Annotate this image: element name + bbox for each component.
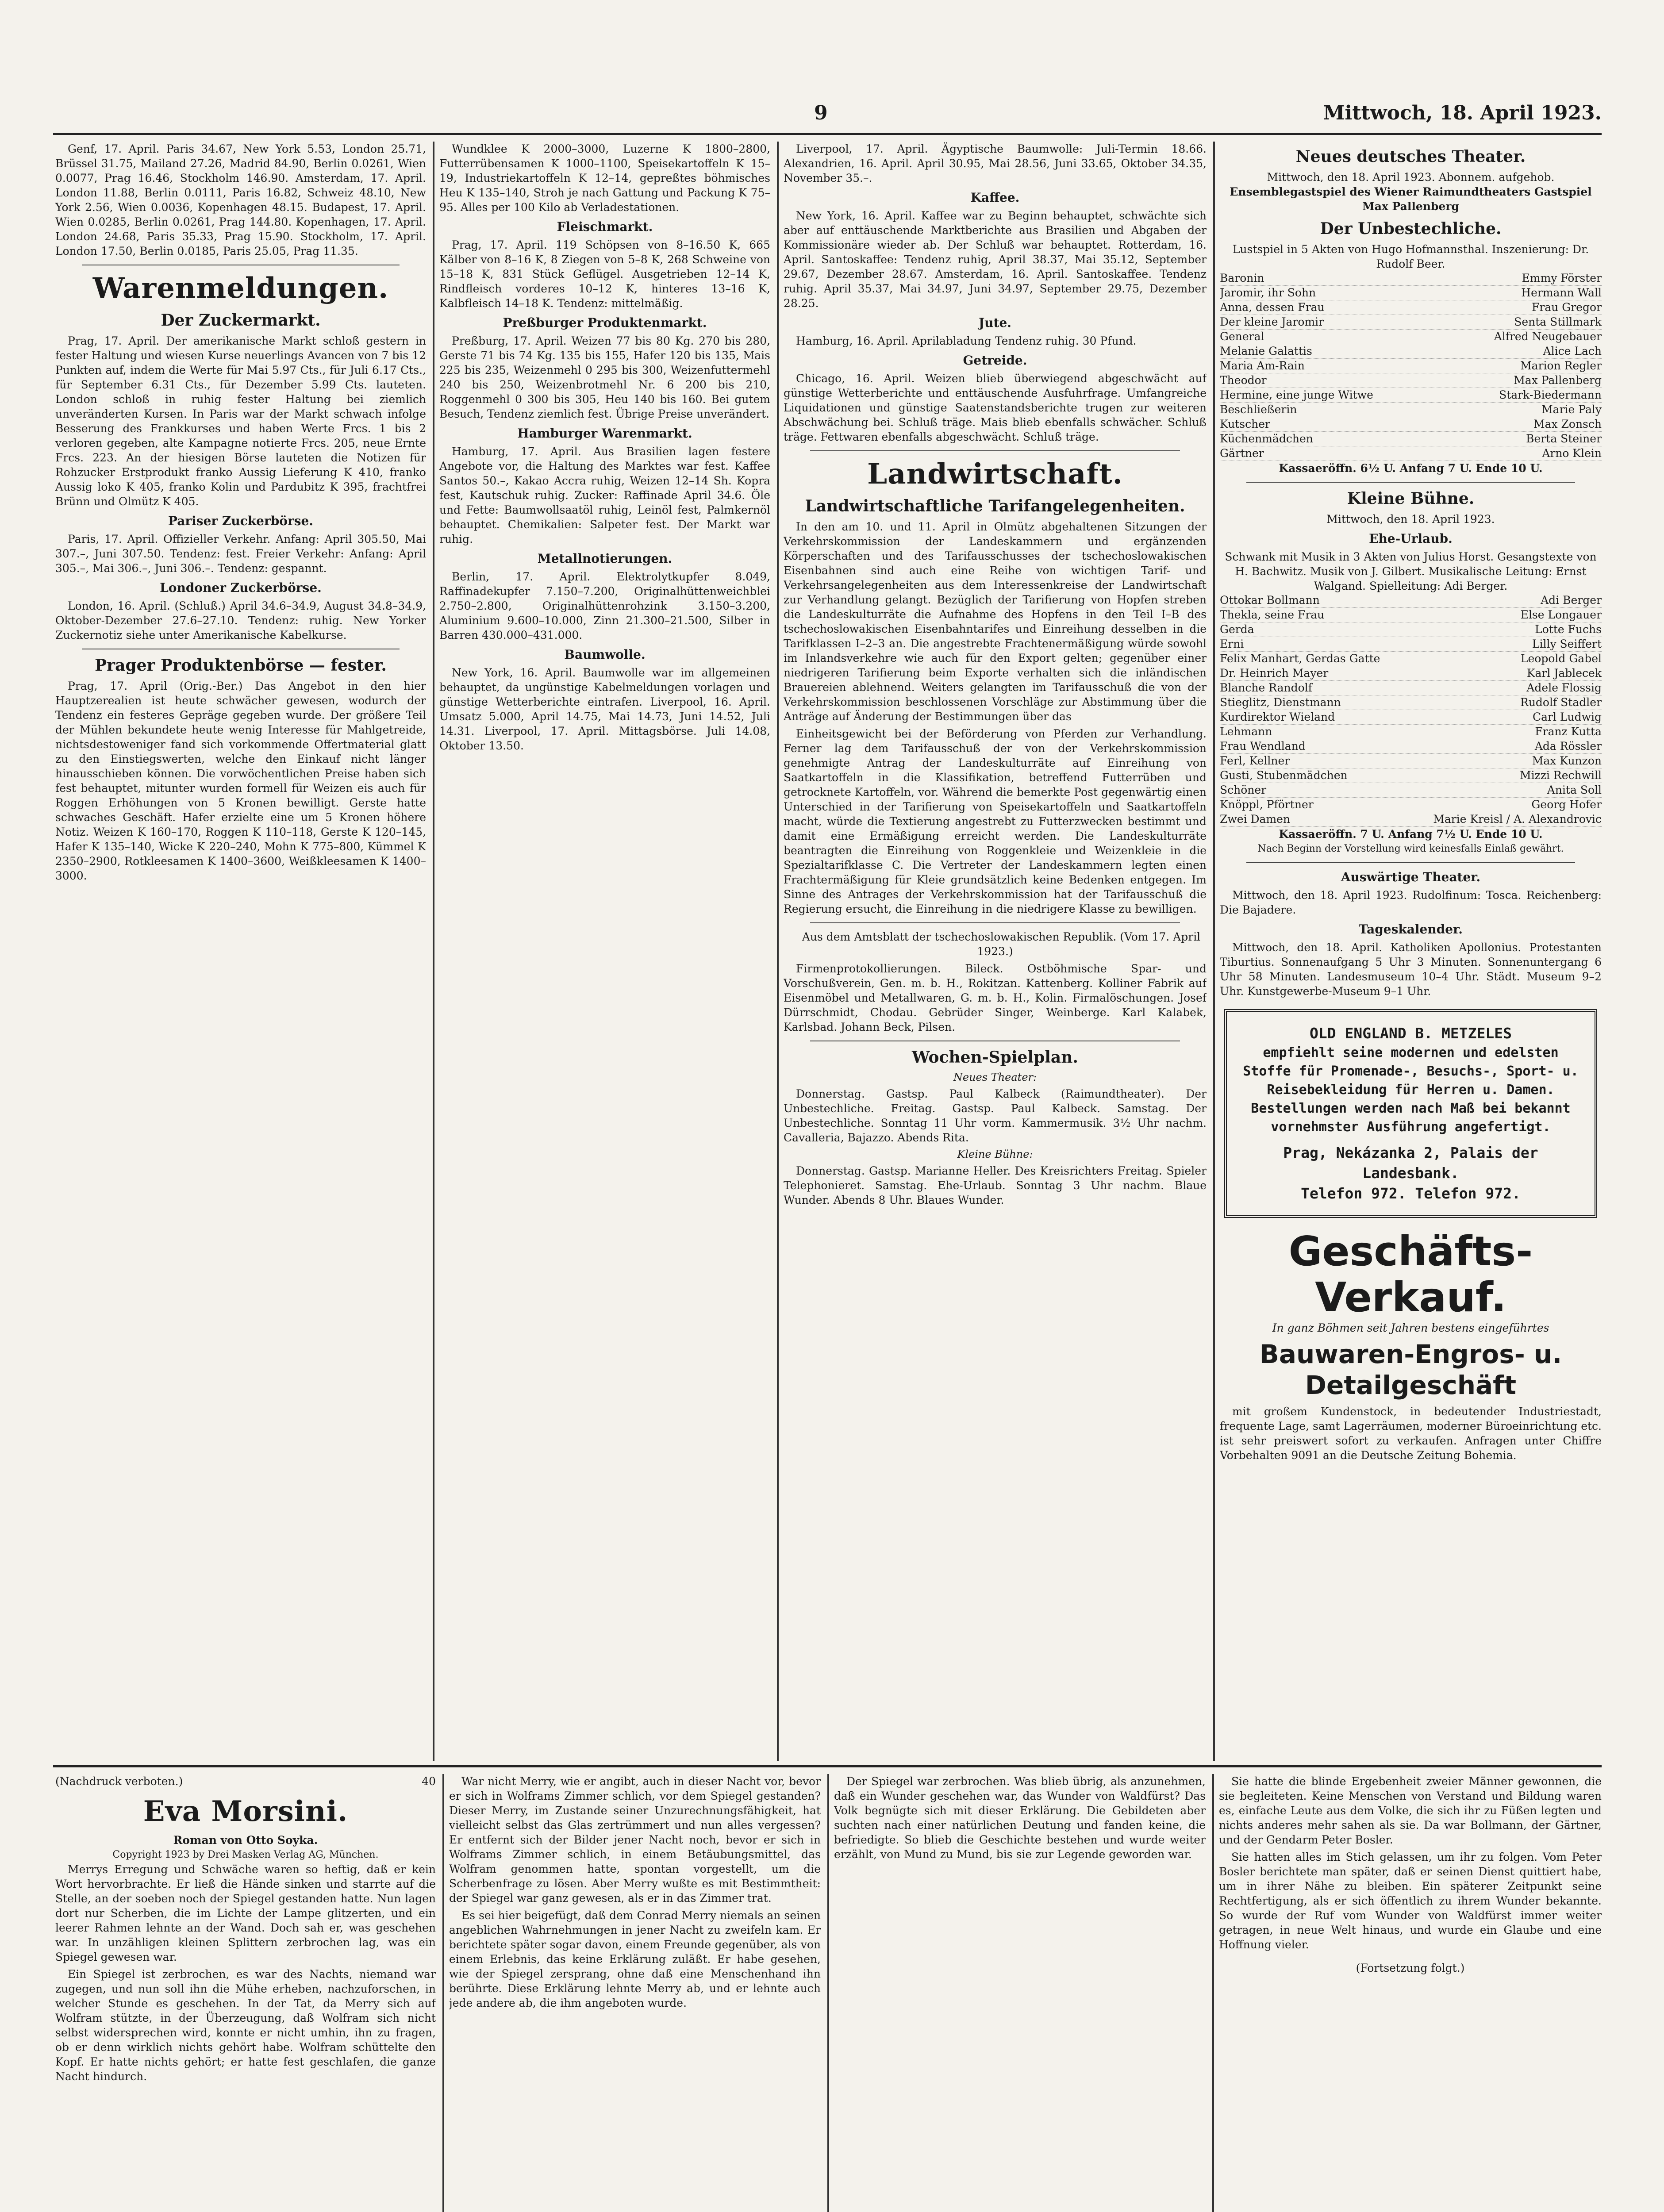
actor-name: Marie Kreisl / A. Alexandrovic xyxy=(1433,813,1602,826)
actor-name: Max Pallenberg xyxy=(1514,374,1602,387)
ensemble-notice: Ensemblegastspiel des Wiener Raimundtheaters Gastspiel Max Pallenberg xyxy=(1230,185,1592,213)
show-times: Kassaeröffn. 6½ U. Anfang 7 U. Ende 10 U. xyxy=(1279,462,1543,475)
pressburg-heading: Preßburger Produktenmarkt. xyxy=(503,315,707,330)
role-name: Anna, dessen Frau xyxy=(1220,301,1325,314)
role-name: Gerda xyxy=(1220,623,1254,636)
coffee-report: New York, 16. April. Kaffee war zu Beginn behauptet, schwächte sich aber auf enttäuschende Marktberichte aus Brasilien und Abgaben der Kommissionäre wieder ab. Der Schluß war behauptet. Rotterdam, 16. April. Santoskaffee: Tendenz ruhig, April 38.37, Mai 35.12, September 29.67, Dezember 28.67. Amsterdam, 16. April. Santoskaffee. Tendenz ruhig. April 35.37, Mai 34.97, Juni 34.97, September 29.75, Dezember 28.25. xyxy=(784,209,1207,310)
actor-name: Carl Ludwig xyxy=(1532,710,1602,723)
cast-row xyxy=(1220,695,1602,710)
liverpool-report: Liverpool, 17. April. Ägyptische Baumwolle: Juli-Termin 18.66. Alexandrien, 16. April. April 30.95, Mai 28.56, Juni 33.65, Oktober 34.35, November 35.–. xyxy=(784,142,1207,184)
novel-column xyxy=(1219,1774,1602,2212)
role-name: Dr. Heinrich Mayer xyxy=(1220,667,1329,680)
outside-theater-text: Mittwoch, den 18. April 1923. Rudolfinum: Tosca. Reichenberg: Die Bajadere. xyxy=(1220,889,1602,916)
schedule-text: Donnerstag. Gastsp. Paul Kalbeck (Raimundtheater). Der Unbestechliche. Freitag. Gastsp. Paul Kalbeck. Samstag. Der Unbestechliche. Sonntag 11 Uhr vorm. Kammermusik. 3½ Uhr nachm. Cavalleria, Bajazzo. Abends Rita. xyxy=(784,1087,1207,1144)
divider xyxy=(810,922,1180,923)
cotton-heading: Baumwolle. xyxy=(564,647,646,662)
column-divider xyxy=(1213,142,1215,1761)
novel-meta xyxy=(55,1774,436,1789)
play-title: Der Unbestechliche. xyxy=(1320,219,1502,238)
role-name: Theodor xyxy=(1220,374,1267,387)
novel-paragraph: Der Spiegel war zerbrochen. Was blieb übrig, als anzunehmen, daß ein Wunder geschehen war, das Wunder von Waldfürst? Das Volk begnügte sich mit dieser Erklärung. Die Gebildeten aber suchten nach einer natürlichen Deutung und fanden keine, die befriedigte. So blieb die Geschichte bestehen und wurde weiter erzählt, von Mund zu Mund, bis sie zur Legende geworden war. xyxy=(834,1775,1206,1861)
role-name: Maria Am-Rain xyxy=(1220,359,1305,372)
continuation-note: (Fortsetzung folgt.) xyxy=(1356,1962,1465,1974)
header-rule xyxy=(53,133,1602,135)
ad-business-name: Bauwaren-Engros- u. Detailgeschäft xyxy=(1259,1339,1562,1400)
actor-name: Georg Hofer xyxy=(1531,798,1602,811)
novel-paragraph: Sie hatten alles im Stich gelassen, um ihr zu folgen. Vom Peter Bosler berichtete man später, daß er seinen Dienst quittiert habe, um in ihrer Nähe zu bleiben. Ein späterer Zeitpunkt seine Rechtfertigung, als er sich öffentlich zu ihrem Wunder bekannte. So wurde der Ruf vom Wunder von Waldfürst immer weiter getragen, in neue Welt hinaus, und wurde ein Glaube und eine Hoffnung vieler. xyxy=(1219,1851,1602,1951)
schedule-venue: Neues Theater: xyxy=(953,1071,1037,1083)
page-number: 9 xyxy=(814,102,828,124)
actor-name: Arno Klein xyxy=(1542,447,1602,460)
paris-heading: Pariser Zuckerbörse. xyxy=(168,514,314,528)
cast-row xyxy=(1220,637,1602,652)
cast-row xyxy=(1220,359,1602,373)
cast-row xyxy=(1220,783,1602,798)
cattle-heading: Fleischmarkt. xyxy=(557,219,653,234)
actor-name: Lilly Seiffert xyxy=(1532,637,1602,650)
actor-name: Alfred Neugebauer xyxy=(1494,330,1602,343)
novel-paragraph: Sie hatte die blinde Ergebenheit zweier Männer gewonnen, die sie begleiteten. Keine Menschen von Verstand und Bildung waren es, einfache Leute aus dem Volke, die sich ihr zu Füßen legten und nichts anderes mehr sahen als sie. Da war Bollmann, der Gärtner, und der Gendarm Peter Bosler. xyxy=(1219,1775,1602,1846)
cast-row xyxy=(1220,315,1602,330)
cast-row xyxy=(1220,812,1602,827)
novel-column xyxy=(449,1774,821,2212)
hamburg-heading: Hamburger Warenmarkt. xyxy=(517,426,692,441)
agriculture-title: Landwirtschaft. xyxy=(867,457,1123,491)
theater-heading: Neues deutsches Theater. xyxy=(1295,147,1526,166)
column-divider xyxy=(433,142,434,1761)
role-name: Der kleine Jaromir xyxy=(1220,315,1324,328)
schedule-venue: Kleine Bühne: xyxy=(957,1148,1033,1160)
actor-name: Senta Stillmark xyxy=(1514,315,1602,328)
schedule-text: Donnerstag. Gastsp. Marianne Heller. Des Kreisrichters Freitag. Spieler Telephonieret. Samstag. Ehe-Urlaub. Sonntag 3 Uhr nachm. Blaue Wunder. Abends 8 Uhr. Blaues Wunder. xyxy=(784,1164,1207,1206)
role-name: Frau Wendland xyxy=(1220,740,1306,753)
actor-name: Marie Paly xyxy=(1541,403,1602,416)
actor-name: Rudolf Stadler xyxy=(1520,696,1602,709)
role-name: Ottokar Bollmann xyxy=(1220,594,1320,607)
actor-name: Lotte Fuchs xyxy=(1535,623,1602,636)
novel-copyright: Copyright 1923 by Drei Masken Verlag AG, München. xyxy=(112,1849,379,1860)
ad-subtitle: In ganz Böhmen seit Jahren bestens eingeführtes xyxy=(1272,1321,1549,1334)
ad-title: Geschäfts-Verkauf. xyxy=(1288,1228,1533,1321)
actor-name: Ada Rössler xyxy=(1534,740,1602,753)
role-name: Baronin xyxy=(1220,272,1264,284)
novel-paragraph: Merrys Erregung und Schwäche waren so heftig, daß er kein Wort hervorbrachte. Er ließ die Hände sinken und starrte auf die Stelle, an der soeben noch der Spiegel gestanden hatte. Nun lagen dort nur Scherben, die im Lichte der Lampe glitzerten, und ein leerer Rahmen lehnte an der Wand. Doch sah er, was geschehen war. In unzähligen kleinen Splittern zerbrochen lag, was ein Spiegel gewesen war. xyxy=(55,1863,436,1963)
calendar-text: Mittwoch, den 18. April. Katholiken Apollonius. Protestanten Tiburtius. Sonnenaufgang 5 Uhr 3 Minuten. Sonnenuntergang 6 Uhr 58 Minuten. Landesmuseum 10–4 Uhr. Städt. Museum 9–2 Uhr. Kunstgewerbe-Museum 9–1 Uhr. xyxy=(1220,941,1602,998)
actor-name: Franz Kutta xyxy=(1535,725,1602,738)
role-name: Jaromir, ihr Sohn xyxy=(1220,286,1316,299)
cast-row xyxy=(1220,271,1602,286)
reprint-notice: (Nachdruck verboten.) xyxy=(55,1775,183,1788)
actor-name: Stark-Biedermann xyxy=(1499,388,1602,401)
column-divider xyxy=(442,1774,444,2212)
role-name: Ferl, Kellner xyxy=(1220,754,1290,767)
outside-theater-heading: Auswärtige Theater. xyxy=(1341,870,1481,884)
cast-row xyxy=(1220,622,1602,637)
show-times: Kassaeröffn. 7 U. Anfang 7½ U. Ende 10 U. xyxy=(1279,828,1543,841)
cast-row xyxy=(1220,593,1602,608)
cast-row xyxy=(1220,300,1602,315)
column-agriculture xyxy=(784,142,1207,1761)
cast-list xyxy=(1220,271,1602,461)
cast-row xyxy=(1220,446,1602,461)
actor-name: Else Longauer xyxy=(1520,608,1602,621)
cast-row xyxy=(1220,739,1602,754)
divider xyxy=(810,450,1180,451)
novel-column xyxy=(834,1774,1206,2212)
ad-body: empfiehlt seine modernen und edelsten Stoffe für Promenade-, Besuchs-, Sport- u. Reisebekleidung für Herren u. Damen. Bestellungen werden nach Maß bei bekannt vornehmster Ausführung angefertigt. xyxy=(1243,1045,1579,1135)
london-heading: Londoner Zuckerbörse. xyxy=(160,580,322,595)
actor-name: Anita Soll xyxy=(1547,783,1602,796)
divider xyxy=(1246,862,1575,863)
column-divider xyxy=(827,1774,829,2212)
prague-heading: Prager Produktenbörse — fester. xyxy=(95,656,387,675)
agriculture-subtitle: Landwirtschaftliche Tarifangelegenheiten. xyxy=(805,497,1185,515)
actor-name: Frau Gregor xyxy=(1532,301,1602,314)
actor-name: Mizzi Rechwill xyxy=(1520,769,1602,782)
cotton-report: New York, 16. April. Baumwolle war im allgemeinen behauptet, da ungünstige Kabelmeldungen vorlagen und günstige Wetterberichte eintrafen. Liverpool, 16. April. Umsatz 5.000, April 14.75, Mai 14.73, Juni 14.52, Juli 14.31. Liverpool, 17. April. Mittagsbörse. Juli 14.08, Oktober 13.50. xyxy=(439,666,770,752)
actor-name: Leopold Gabel xyxy=(1520,652,1602,665)
installment-number: 40 xyxy=(422,1775,436,1788)
cast-row xyxy=(1220,286,1602,300)
role-name: Schöner xyxy=(1220,783,1267,796)
kleine-buehne-heading: Kleine Bühne. xyxy=(1347,489,1475,508)
london-report: London, 16. April. (Schluß.) April 34.6–34.9, August 34.8–34.9, Oktober-Dezember 27.6–27.10. Tendenz: ruhig. New Yorker Zuckernotiz siehe unter Amerikanische Kabelkurse. xyxy=(55,599,426,641)
role-name: General xyxy=(1220,330,1264,343)
role-name: Kurdirektor Wieland xyxy=(1220,710,1335,723)
role-name: Gärtner xyxy=(1220,447,1264,460)
role-name: Stieglitz, Dienstmann xyxy=(1220,696,1341,709)
prague-report: Prag, 17. April (Orig.-Ber.) Das Angebot in den hier Hauptzerealien ist heute schwächer gewesen, wodurch der Tendenz ein festeres Gepräge gegeben wurde. Der größere Teil der Mühlen bekundete heute wenig Interesse für Mahlgetreide, nichtsdestoweniger fand sich vorkommende Offertmaterial glatt zu den Einstiegswerten, welche den Einkauf nicht länger hinausschieben können. Die vorwöchentlichen Preise haben sich fest behauptet, mitunter wurden formell für Weizen eis auch für Roggen Erhöhungen von 5 Kronen bewilligt. Gerste hatte schwaches Geschäft. Hafer erzielte eine um 5 Kronen höhere Notiz. Weizen K 160–170, Roggen K 110–118, Gerste K 120–145, Hafer K 135–140, Wicke K 220–240, Mohn K 775–800, Kümmel K 2350–2900, Rotkleesamen K 1400–3600, Weißkleesamen K 1400–3000. xyxy=(55,680,426,882)
ad-telephone: Telefon 972. Telefon 972. xyxy=(1301,1185,1521,1202)
kleine-buehne-play: Ehe-Urlaub. xyxy=(1369,531,1453,546)
role-name: Hermine, eine junge Witwe xyxy=(1220,388,1373,401)
cast-row xyxy=(1220,417,1602,432)
cast-row xyxy=(1220,710,1602,725)
calendar-heading: Tageskalender. xyxy=(1358,922,1463,937)
kleine-buehne-credits: Schwank mit Musik in 3 Akten von Julius Horst. Gesangstexte von H. Bachwitz. Musik von J. Gilbert. Musikalische Leitung: Ernst Walgand. Spielleitung: Adi Berger. xyxy=(1225,550,1597,592)
role-name: Blanche Randolf xyxy=(1220,681,1312,694)
actor-name: Adi Berger xyxy=(1541,594,1602,607)
feuilleton-rule xyxy=(53,1765,1602,1767)
novel-author: Roman von Otto Soyka. xyxy=(173,1834,318,1847)
agriculture-paragraph: Einheitsgewicht bei der Beförderung von Pferden zur Verhandlung. Ferner lag dem Tarifausschuß der von der Verkehrskommission genehmigte Antrag der Landeskulturräte auf Einreihung von Saatkartoffeln in die Klassifikation, betreffend Futterrüben und getrocknete Kartoffeln, vor. Während die bemerkte Post gegenwärtig einen Unterschied in der Tarifierung von Speisekartoffeln und Saatkartoffeln macht, würde die Textierung angestrebt zu Futterzwecken bestimmt und damit eine Ermäßigung erreicht werden. Die Landeskulturräte beantragten die Einreihung von Roggenkleie und Weizenkleie in die Spezialtarifklasse C. Die Vertreter der Landeskammern legten einen Frachtermäßigung für Kleie grundsätzlich keine Bedenken entgegen. Im Sinne des Antrages der Verkehrskommission hat der Tarifausschuß die Regierung ersucht, die Einreihung in die niedrigere Klasse zu bewilligen. xyxy=(784,727,1207,915)
actor-name: Emmy Förster xyxy=(1522,272,1602,284)
role-name: Felix Manhart, Gerdas Gatte xyxy=(1220,652,1380,665)
novel-paragraph: Es sei hier beigefügt, daß dem Conrad Merry niemals an seinen angeblichen Wahrnehmungen in jener Nacht zu zweifeln kam. Er berichtete später sogar davon, einem Freunde gegenüber, als von einem Erlebnis, das keine Erklärung zuläßt. Er habe gesehen, wie der Spiegel zersprang, ohne daß eine Menschenhand ihn berührte. Diese Erklärung lehnte Merry ab, und er lehnte auch jede andere ab, die ihm angeboten wurde. xyxy=(449,1909,821,2009)
kleine-buehne-date: Mittwoch, den 18. April 1923. xyxy=(1326,513,1495,526)
cast-row xyxy=(1220,608,1602,622)
actor-name: Marion Regler xyxy=(1520,359,1602,372)
seed-prices: Wundklee K 2000–3000, Luzerne K 1800–2800, Futterrübensamen K 1000–1100, Speisekartoffeln K 15–19, Industriekartoffeln K 12–14, gepreßtes böhmisches Heu K 135–140, Stroh je nach Gattung und Packung K 75–95. Alles per 100 Kilo ab Verladestationen. xyxy=(439,142,770,214)
role-name: Kutscher xyxy=(1220,418,1270,430)
role-name: Beschließerin xyxy=(1220,403,1297,416)
cast-row xyxy=(1220,432,1602,446)
novel-column xyxy=(55,1774,436,2212)
section-title: Warenmeldungen. xyxy=(92,272,389,305)
role-name: Knöppl, Pförtner xyxy=(1220,798,1314,811)
novel-paragraph: Ein Spiegel ist zerbrochen, es war des Nachts, niemand war zugegen, und nun soll ihn die Mühe erheben, nachzuforschen, in welcher Stunde es geschehen. In der Tat, da Merry sich auf Wolfram stützte, in der Überzeugung, daß Wolfram sich nicht selbst widersprechen wird, konnte er nicht umhin, ihn zu fragen, ob er denn wirklich nichts gehört habe. Wolfram schüttelte den Kopf. Er hatte nichts gehört; er hatte fest geschlafen, die ganze Nacht hindurch. xyxy=(55,1968,436,2083)
play-subtitle: Lustspiel in 5 Akten von Hugo Hofmannsthal. Inszenierung: Dr. Rudolf Beer. xyxy=(1232,243,1589,270)
column-markets xyxy=(55,142,426,1761)
coffee-heading: Kaffee. xyxy=(970,190,1020,205)
actor-name: Adele Flossig xyxy=(1526,681,1602,694)
business-sale-advertisement xyxy=(1220,1229,1602,1463)
cast-row xyxy=(1220,666,1602,681)
role-name: Melanie Galattis xyxy=(1220,345,1312,357)
hamburg-report: Hamburg, 17. April. Aus Brasilien lagen festere Angebote vor, die Haltung des Marktes war fest. Kaffee Santos 50.–, Kakao Accra ruhig, Weizen 12–14 Sh. Kopra fest, Kautschuk ruhig. Zucker: Raffinade April 34.6. Öle und Fette: Baumwollsaatöl ruhig, Leinöl fest, Palmkernöl behauptet. Chemikalien: Salpeter fest. Der Markt war ruhig. xyxy=(439,445,770,545)
theater-date: Mittwoch, den 18. April 1923. Abonnem. aufgehob. xyxy=(1267,171,1555,184)
column-theater-ads xyxy=(1220,142,1602,1761)
grain-report: Chicago, 16. April. Weizen blieb überwiegend abgeschwächt auf günstige Wetterberichte und enttäuschende Ausfuhrfrage. Umfangreiche Liquidationen und günstige Saatenstandsberichte trugen zur weiteren Abschwächung bei. Schluß träge. Mais blieb ebenfalls schwächer. Schluß träge. Fettwaren ebenfalls abgeschwächt. Schluß träge. xyxy=(784,372,1207,443)
role-name: Zwei Damen xyxy=(1220,813,1291,826)
cast-row xyxy=(1220,725,1602,739)
actor-name: Alice Lach xyxy=(1543,345,1602,357)
metzeles-advertisement xyxy=(1224,1009,1597,1218)
ad-headline: OLD ENGLAND B. METZELES xyxy=(1310,1025,1512,1042)
cattle-report: Prag, 17. April. 119 Schöpsen von 8–16.50 K, 665 Kälber von 8–16 K, 8 Ziegen von 5–8 K, 268 Schweine von 15–18 K, 831 Stück Geflügel. Ausgetrieben 12–14 K, Rindfleisch vorderes 10–12 K, hinteres 13–16 K, Kalbfleisch 14–18 K. Tendenz: mittelmäßig. xyxy=(439,238,770,310)
header-date: Mittwoch, 18. April 1923. xyxy=(1323,102,1602,124)
role-name: Erni xyxy=(1220,637,1244,650)
cast-row xyxy=(1220,798,1602,812)
column-commodities xyxy=(439,142,770,1761)
cast-row xyxy=(1220,388,1602,403)
sugar-report: Prag, 17. April. Der amerikanische Markt schloß gestern in fester Haltung und wiesen Kurse neuerlings Avancen von 7 bis 12 Punkten auf, indem die Werte für Mai 5.97 Cts., für Juli 6.17 Cts., für September 6.31 Cts., für Dezember 5.99 Cts. lauteten. London schloß in ruhig fester Haltung bei ziemlich unveränderten Kursen. In Paris war der Markt schwach infolge Besserung des Frankkurses und haben Werte Frcs. 1 bis 2 verloren gegeben, alte Kampagne notierte Frcs. 205, neue Ernte Frcs. 223. An der hiesigen Börse lauteten die Notizen für Rohzucker Erstprodukt franko Aussig Lieferung K 410, franko Aussig loko K 405, franko Kolin und Pardubitz K 395, frachtfrei Brünn und Olmütz K 405. xyxy=(55,334,426,508)
role-name: Gusti, Stubenmädchen xyxy=(1220,769,1348,782)
column-divider xyxy=(777,142,779,1761)
cast-row xyxy=(1220,652,1602,666)
pressburg-report: Preßburg, 17. April. Weizen 77 bis 80 Kg. 270 bis 280, Gerste 71 bis 74 Kg. 135 bis 155, Hafer 120 bis 135, Mais 225 bis 235, Weizenmehl 0 295 bis 300, Weizenfuttermehl 240 bis 250, Weizenbrotmehl Nr. 6 200 bis 210, Roggenmehl 0 300 bis 305, Heu 140 bis 160. Bei gutem Besuch, Tendenz ziemlich fest. Übrige Preise unverändert. xyxy=(439,334,770,420)
weekly-schedule-heading: Wochen-Spielplan. xyxy=(912,1048,1078,1067)
role-name: Thekla, seine Frau xyxy=(1220,608,1325,621)
actor-name: Max Zonsch xyxy=(1533,418,1602,430)
firm-registrations: Firmenprotokollierungen. Bileck. Ostböhmische Spar- und Vorschußverein, Gen. m. b. H., Rokitzan. Kattenberg. Kolliner Fabrik auf Eisenmöbel und Metallwaren, G. m. b. H., Kolin. Firmalöschungen. Josef Dürrschmidt, Chodau. Gebrüder Singer, Weinberge. Karl Kalabek, Karlsbad. Johann Beck, Pilsen. xyxy=(784,962,1207,1033)
metals-report: Berlin, 17. April. Elektrolytkupfer 8.049, Raffinadekupfer 7.150–7.200, Originalhüttenweichblei 2.750–2.800, Originalhüttenrohzink 3.150–3.200, Aluminium 9.600–10.000, Zinn 21.300–21.500, Silber in Barren 430.000–431.000. xyxy=(439,570,770,641)
actor-name: Hermann Wall xyxy=(1521,286,1602,299)
role-name: Küchenmädchen xyxy=(1220,432,1313,445)
late-entry-note: Nach Beginn der Vorstellung wird keinesfalls Einlaß gewährt. xyxy=(1257,843,1564,854)
ad-address: Prag, Nekázanka 2, Palais der Landesbank. xyxy=(1283,1144,1538,1182)
gazette-source: Aus dem Amtsblatt der tschechoslowakischen Republik. (Vom 17. April 1923.) xyxy=(802,930,1201,958)
actor-name: Karl Jablecek xyxy=(1526,667,1602,680)
actor-name: Max Kunzon xyxy=(1532,754,1602,767)
column-divider xyxy=(1212,1774,1214,2212)
exchange-rates: Genf, 17. April. Paris 34.67, New York 5.53, London 25.71, Brüssel 31.75, Mailand 27.26, Madrid 84.90, Berlin 0.0261, Wien 0.0077, Prag 16.46, Stockholm 146.90. Amsterdam, 17. April. London 11.88, Berlin 0.0111, Paris 16.82, Schweiz 48.10, New York 2.56, Wien 0.0036, Kopenhagen 48.15. Budapest, 17. April. Wien 0.0285, Berlin 0.0261, Prag 144.80. Kopenhagen, 17. April. London 24.68, Paris 35.33, Prag 15.90. Stockholm, 17. April. London 17.50, Berlin 0.0185, Paris 25.05, Prag 11.35. xyxy=(55,142,426,257)
actor-name: Berta Steiner xyxy=(1526,432,1602,445)
jute-report: Hamburg, 16. April. Aprilabladung Tendenz ruhig. 30 Pfund. xyxy=(796,334,1137,347)
cast-row xyxy=(1220,681,1602,695)
cast-row xyxy=(1220,344,1602,359)
grain-heading: Getreide. xyxy=(963,353,1027,368)
cast-row xyxy=(1220,373,1602,388)
cast-row xyxy=(1220,403,1602,417)
divider xyxy=(1246,482,1575,483)
novel-title: Eva Morsini. xyxy=(143,1795,348,1828)
cast-list xyxy=(1220,593,1602,827)
ad-details: mit großem Kundenstock, in bedeutender Industriestadt, frequente Lage, samt Lagerräumen, moderner Büroeinrichtung etc. ist sehr preiswert sofort zu verkaufen. Anfragen unter Chiffre Vorbehalten 9091 an die Deutsche Zeitung Bohemia. xyxy=(1220,1405,1602,1462)
sugar-heading: Der Zuckermarkt. xyxy=(161,311,321,330)
page-header xyxy=(53,102,1602,128)
cast-row xyxy=(1220,754,1602,768)
cast-row xyxy=(1220,330,1602,344)
novel-paragraph: War nicht Merry, wie er angibt, auch in dieser Nacht vor, bevor er sich in Wolframs Zimmer schlich, vor dem Spiegel gestanden? Dieser Merry, im Zustande seiner Unzurechnungsfähigkeit, hat vielleicht selbst das Glas zertrümmert und nun alles vergessen? Er entfernt sich der Bilder jener Nacht noch, bevor er sich in Wolframs Zimmer schlich, in einem Betäubungsmittel, das Wolfram genommen hatte, spontan vorgestellt, um die Scherbenfrage zu lösen. Aber Merry wußte es mit Bestimmtheit: der Spiegel war ganz gewesen, als er in das Zimmer trat. xyxy=(449,1775,821,1905)
metals-heading: Metallnotierungen. xyxy=(537,551,673,566)
role-name: Lehmann xyxy=(1220,725,1272,738)
paris-report: Paris, 17. April. Offizieller Verkehr. Anfang: April 305.50, Mai 307.–, Juni 307.50. Tendenz: fest. Freier Verkehr: Anfang: April 305.–, Mai 306.–, Juni 306.–. Tendenz: gespannt. xyxy=(55,533,426,575)
cast-row xyxy=(1220,768,1602,783)
agriculture-paragraph: In den am 10. und 11. April in Olmütz abgehaltenen Sitzungen der Verkehrskommission der Landeskammern und ergänzenden Körperschaften und des Tarifausschusses der tschechoslowakischen Eisenbahnen sind auch eine Reihe von wichtigen Tarif- und Verkehrsangelegenheiten aus dem Interessenkreise der Landwirtschaft zur Verhandlung gelangt. Bezüglich der Tarifierung von Hopfen streben die Landeskulturräte die Aufnahme des Hopfens in den Teil I–B des tschechoslowakischen Eisenbahntarifes und Einreihung desselben in die Tarifklassen I–2–3 an. Die angestrebte Frachtenermäßigung würde sowohl im Inlandsverkehre wie auch für den Export gelten; gegenüber einer niedrigeren Tarifierung beim Exporte verhalten sich die inländischen Brauereien ablehnend. Weiters gelangten im Tarifausschuß die von der Verkehrskommission beschlossenen Vorschläge zur Abstimmung über die Anträge auf Änderung der Bestimmungen über das xyxy=(784,520,1207,723)
jute-heading: Jute. xyxy=(978,315,1012,330)
